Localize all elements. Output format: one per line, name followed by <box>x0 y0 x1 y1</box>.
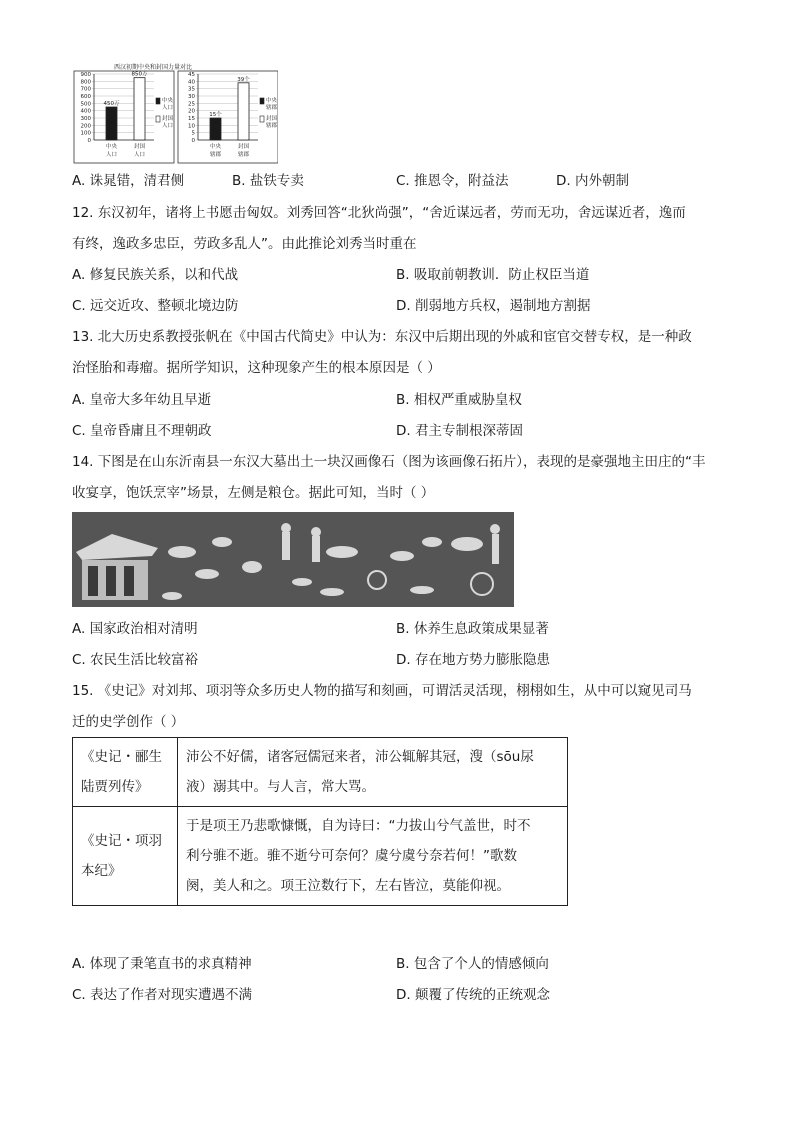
legend-swatch <box>156 116 160 122</box>
rubbing-figure <box>410 586 434 594</box>
y-tick-label: 0 <box>87 138 91 144</box>
x-tick-label: 封国 <box>237 144 250 150</box>
rubbing-figure <box>311 527 321 537</box>
source-table <box>72 737 568 906</box>
rubbing-figure <box>282 532 290 560</box>
bar <box>238 83 249 140</box>
y-tick-label: 0 <box>191 138 195 144</box>
q14-option-b: B. 休养生息政策成果显著 <box>396 621 549 637</box>
rubbing-figure <box>292 578 312 586</box>
y-tick-label: 400 <box>80 108 91 115</box>
x-tick-label: 辖郡 <box>237 152 250 158</box>
y-tick-label: 35 <box>188 86 195 93</box>
q11-option-d: D. 内外朝制 <box>556 173 629 189</box>
q13-option-b: B. 相权严重威胁皇权 <box>396 392 522 408</box>
legend-label: 中央 <box>162 98 174 104</box>
x-tick-label: 封国 <box>133 144 146 150</box>
y-tick-label: 30 <box>188 94 195 100</box>
bar-value-label: 15个 <box>209 112 222 118</box>
legend-swatch <box>260 116 264 122</box>
rubbing-svg <box>72 512 514 607</box>
q14-option-a: A. 国家政治相对清明 <box>72 621 198 637</box>
q12-option-c: C. 远交近攻、整顿北境边防 <box>72 298 239 314</box>
bar <box>134 78 145 140</box>
x-tick-label: 人口 <box>133 152 146 158</box>
bar <box>106 107 117 140</box>
y-tick-label: 5 <box>191 130 195 137</box>
granary-door-1 <box>88 566 98 596</box>
rubbing-figure <box>492 534 499 564</box>
source-text-cell <box>178 807 568 906</box>
source-title-line: 陆贾列传》 <box>81 779 149 795</box>
q14-option-c: C. 农民生活比较富裕 <box>72 652 199 668</box>
q14-stem-line2: 收宴享，饱饫烹宰”场景，左侧是粮仓。据此可知，当时（ ） <box>72 485 435 501</box>
source-title-line: 《史记・郦生 <box>81 749 162 765</box>
rubbing-figure <box>281 523 291 533</box>
legend-swatch <box>260 98 264 104</box>
q13-option-a: A. 皇帝大多年幼且早逝 <box>72 392 212 408</box>
q15-stem-line2: 迁的史学创作（ ） <box>72 714 185 730</box>
rubbing-figure <box>326 546 358 558</box>
bar-value-label: 39个 <box>237 76 250 83</box>
rubbing-figure <box>312 536 320 562</box>
q14-option-d: D. 存在地方势力膨胀隐患 <box>396 652 550 668</box>
source-title-cell <box>73 738 178 807</box>
chart-title: 西汉初期中央和封国力量对比 <box>114 64 193 71</box>
source-text-line: 沛公不好儒，诸客冠儒冠来者，沛公辄解其冠，溲（sōu尿 <box>186 749 534 765</box>
legend-label: 中央 <box>266 98 278 104</box>
y-tick-label: 600 <box>80 94 91 100</box>
rubbing-figure <box>242 561 262 573</box>
q15-option-d: D. 颠覆了传统的正统观念 <box>396 987 550 1003</box>
source-title-line: 《史记・项羽 <box>81 833 162 849</box>
q12-option-d: D. 削弱地方兵权，遏制地方割据 <box>396 298 591 314</box>
rubbing-figure <box>390 551 414 561</box>
q11-option-a: A. 诛晁错，清君侧 <box>72 173 185 189</box>
legend-label: 人口 <box>162 123 174 129</box>
source-title-line: 本纪》 <box>81 863 122 879</box>
y-tick-label: 15 <box>188 116 195 122</box>
legend-swatch <box>156 98 160 104</box>
y-tick-label: 25 <box>188 101 195 108</box>
legend-label: 辖郡 <box>266 105 278 111</box>
rubbing-figure <box>422 537 442 547</box>
q15-option-a: A. 体现了秉笔直书的求真精神 <box>72 956 252 972</box>
bar <box>210 118 221 140</box>
q13-option-d: D. 君主专制根深蒂固 <box>396 423 523 439</box>
legend-label: 封国 <box>266 116 278 122</box>
y-tick-label: 45 <box>188 72 195 78</box>
rubbing-figure <box>195 569 219 579</box>
q15-option-b: B. 包含了个人的情感倾向 <box>396 956 549 972</box>
granary-door-2 <box>106 566 116 596</box>
y-tick-label: 900 <box>80 72 91 78</box>
x-tick-label: 中央 <box>105 144 118 150</box>
source-title-cell <box>73 807 178 906</box>
rubbing-figure <box>490 524 500 534</box>
y-tick-label: 10 <box>188 123 195 130</box>
q12-option-a: A. 修复民族关系，以和代战 <box>72 267 239 283</box>
y-tick-label: 200 <box>80 123 91 130</box>
rubbing-figure <box>212 537 232 547</box>
q13-option-c: C. 皇帝昏庸且不理朝政 <box>72 423 212 439</box>
q15-option-c: C. 表达了作者对现实遭遇不满 <box>72 987 253 1003</box>
source-text-line: 利兮骓不逝。骓不逝兮可奈何？虞兮虞兮奈若何！”歌数 <box>186 848 517 864</box>
q12-stem-line2: 有终，逸政多忠臣，劳政多乱人”。由此推论刘秀当时重在 <box>72 236 417 252</box>
y-tick-label: 100 <box>80 130 91 137</box>
y-tick-label: 800 <box>80 79 91 86</box>
q12-stem-line1: 12. 东汉初年，诸将上书愿击匈奴。刘秀回答“北狄尚强”，“舍近谋远者，劳而无功，舍远谋近者，逸而 <box>72 205 686 221</box>
bar-value-label: 450万 <box>103 101 120 107</box>
y-tick-label: 700 <box>80 86 91 93</box>
legend-label: 封国 <box>162 116 174 122</box>
y-tick-label: 500 <box>80 101 91 108</box>
table-row <box>73 807 568 906</box>
y-tick-label: 20 <box>188 108 195 115</box>
han-stone-rubbing-image <box>72 512 514 607</box>
q11-option-c: C. 推恩令，附益法 <box>396 173 509 189</box>
x-tick-label: 人口 <box>105 152 118 158</box>
q13-stem-line1: 13. 北大历史系教授张帆在《中国古代简史》中认为：东汉中后期出现的外戚和宦官交替专权，是一种政 <box>72 329 692 345</box>
source-text-line: 阕，美人和之。项王泣数行下，左右皆泣，莫能仰视。 <box>186 878 510 894</box>
granary-door-3 <box>124 566 134 596</box>
q12-option-b: B. 吸取前朝教训．防止权臣当道 <box>396 267 590 283</box>
legend-label: 辖郡 <box>266 123 278 129</box>
table-row <box>73 738 568 807</box>
q15-stem-line1: 15. 《史记》对刘邦、项羽等众多历史人物的描写和刻画，可谓活灵活现，栩栩如生，从中可以窥见司马 <box>72 683 692 699</box>
rubbing-figure <box>320 588 344 596</box>
q13-stem-line2: 治怪胎和毒瘤。据所学知识，这种现象产生的根本原因是（ ） <box>72 360 441 376</box>
x-tick-label: 中央 <box>209 144 222 150</box>
rubbing-figure <box>162 592 182 600</box>
x-tick-label: 辖郡 <box>209 152 222 158</box>
chart-svg <box>72 62 278 164</box>
bar-value-label: 850万 <box>131 71 148 78</box>
y-tick-label: 300 <box>80 116 91 122</box>
y-tick-label: 40 <box>188 79 195 86</box>
ox-figure <box>451 537 483 551</box>
legend-label: 人口 <box>162 105 174 111</box>
power-comparison-chart <box>72 62 278 164</box>
q14-stem-line1: 14. 下图是在山东沂南县一东汉大墓出土一块汉画像石（图为该画像石拓片），表现的是豪强地主田庄的“丰 <box>72 454 706 470</box>
source-text-cell <box>178 738 568 807</box>
source-text-line: 于是项王乃悲歌慷慨，自为诗曰：“力拔山兮气盖世，时不 <box>186 818 531 834</box>
rubbing-figure <box>168 546 196 558</box>
q11-option-b: B. 盐铁专卖 <box>232 173 304 189</box>
source-text-line: 液）溺其中。与人言，常大骂。 <box>186 779 375 795</box>
